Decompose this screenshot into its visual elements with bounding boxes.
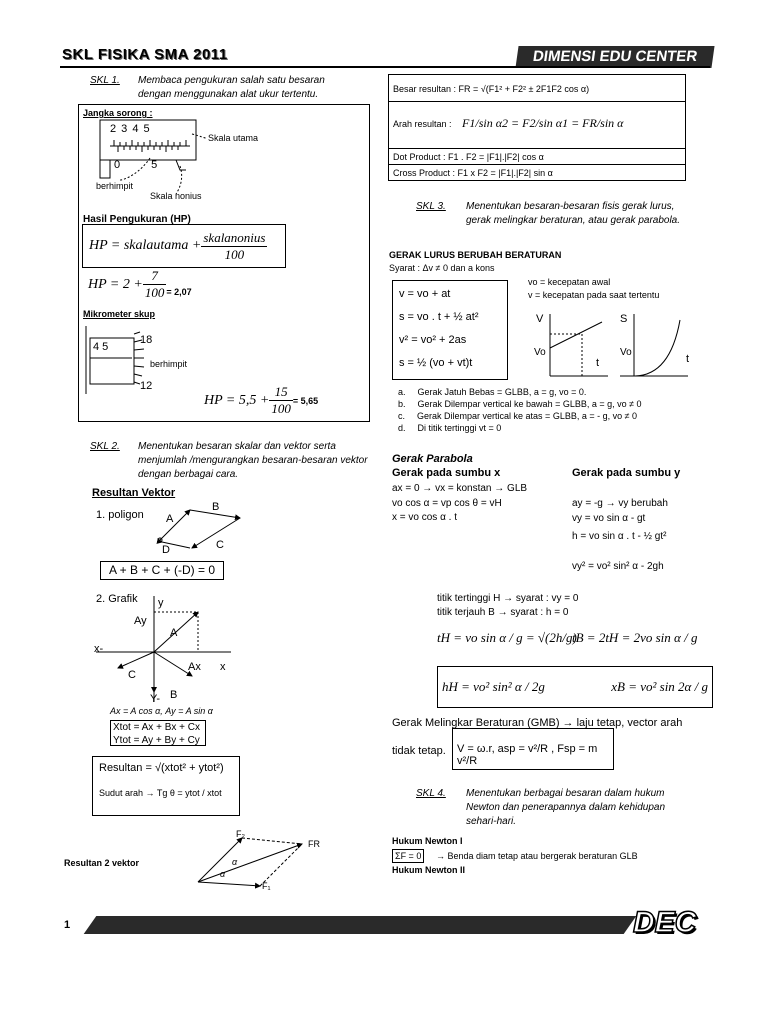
xtot-ytot-box (110, 720, 206, 746)
rt-besar: Besar resultan : FR = √(F1² + F2² ± 2F1F2 cos α) (388, 74, 686, 102)
newton-1-formula: ΣF = 0 (392, 849, 424, 863)
graph-y: y (158, 597, 164, 609)
hp-formula-fraction (201, 230, 267, 263)
glbb-f2: s = vo . t + ½ at² (399, 311, 479, 323)
skl3-code: SKL 3. (416, 201, 446, 212)
graph2-t-label: t (686, 353, 690, 365)
resultant-direction: Sudut arah → Tg θ = ytot / xtot (99, 788, 222, 798)
hp-formula-den: 100 (224, 246, 245, 262)
parabola-y4: vy² = vo² sin² α - 2gh (572, 561, 664, 572)
mikro-main-numbers: 4 5 (93, 341, 109, 353)
glbb-formulas (392, 280, 508, 380)
gmb-line1: Gerak Melingkar Beraturan (GMB) → laju tetap, vector arah (392, 717, 683, 729)
rt-cross: Cross Product : F1 x F2 = |F1|.|F2| sin α (388, 164, 686, 181)
graph-xneg: x- (94, 643, 104, 655)
mikro-eq-den: 100 (271, 401, 291, 416)
parabola-x-title: Gerak pada sumbu x (392, 467, 501, 479)
skl4-code: SKL 4. (416, 788, 446, 799)
parabola-y3: h = vo sin α . t - ½ gt² (572, 531, 667, 542)
res2-label: Resultan 2 vektor (64, 858, 140, 868)
resultant-box (92, 756, 240, 816)
parabola-y1: ay = -g → vy berubah (572, 498, 668, 509)
rt-arah-label: Arah resultan : (393, 119, 452, 129)
footer-logo: DEC (633, 906, 697, 939)
header-title-right: DIMENSI EDU CENTER (515, 46, 714, 68)
ax-ay-formula: Ax = A cos α, Ay = A sin α (110, 706, 213, 716)
graph-s-label: S (620, 313, 628, 325)
f2-label: F₂ (236, 829, 245, 839)
fr-label: FR (308, 839, 320, 849)
rt-arah-eq: F1/sin α2 = F2/sin α1 = FR/sin α (462, 116, 624, 130)
mikro-label: berhimpit (150, 359, 188, 369)
alpha-label-2: α (220, 869, 226, 879)
skl3-text: Menentukan besaran-besaran fisis gerak lurus, gerak melingkar beraturan, atau gerak parabola. (466, 201, 681, 226)
titik-terjauh: titik terjauh B → syarat : h = 0 (437, 607, 569, 618)
rt-arah (388, 101, 686, 149)
graph-A: A (170, 627, 178, 639)
graph-v-label: V (536, 313, 544, 325)
poligon-label: 1. poligon (96, 509, 144, 521)
skl1-text: Membaca pengukuran salah satu besaran dengan menggunakan alat ukur tertentu. (138, 75, 325, 100)
glbb-legend-1: vo = kecepatan awal (528, 277, 611, 287)
graph-C: C (128, 669, 136, 681)
glbb-legend-2: v = kecepatan pada saat tertentu (528, 290, 660, 300)
hh-formula: hH = vo² sin² α / 2g (442, 679, 545, 694)
glbb-f1: v = vo + at (399, 288, 451, 300)
grafik-label: 2. Grafik (96, 593, 138, 605)
graph-Ay: Ay (134, 615, 147, 627)
page-number: 1 (64, 919, 71, 931)
xtot: Xtot = Ax + Bx + Cx (113, 722, 200, 733)
hp-example-result: = 2,07 (166, 286, 192, 297)
newton-1-title: Hukum Newton I (392, 836, 463, 846)
hp-title: Hasil Pengukuran (HP) (83, 214, 191, 225)
mikro-eq-left: HP = 5,5 + (204, 392, 270, 408)
th-formula: tH = vo sin α / g = √(2h/g) (437, 630, 577, 645)
header-divider (60, 66, 710, 68)
newton-1-desc: → Benda diam tetap atau bergerak beraturan GLB (436, 851, 638, 861)
caliper-label-berhimpit: berhimpit (96, 181, 134, 191)
graph2-vo-label: Vo (620, 347, 632, 358)
hp-formula-box (82, 224, 286, 268)
glbb-graphs (520, 308, 700, 388)
case-row: c. Gerak Dilempar vertical ke atas = GLBB, a = - g, vo ≠ 0 (398, 411, 638, 421)
hp-example-num: 7 (143, 268, 167, 285)
mikro-eq-num: 15 (269, 384, 293, 401)
hh-xb-box (437, 666, 713, 708)
caliper-nonius-numbers: 0 5 (114, 159, 172, 171)
parabola-y2: vy = vo sin α - gt (572, 513, 646, 524)
mikro-18: 18 (140, 334, 153, 346)
parabola-title: Gerak Parabola (392, 453, 473, 465)
caliper-label-main: Skala utama (208, 133, 259, 143)
ytot: Ytot = Ay + By + Cy (113, 735, 200, 746)
hp-formula-left: HP = skalautama + (89, 238, 202, 253)
mikro-12: 12 (140, 380, 153, 392)
hp-example-left: HP = 2 + (88, 276, 143, 292)
gmb-eq-box: V = ω.r, asp = v²/R , Fsp = m v²/R (452, 728, 614, 770)
glbb-f3: v² = vo² + 2as (399, 334, 467, 346)
two-vector-diagram (192, 830, 322, 892)
hp-formula-num: skalanonius (203, 229, 266, 245)
graph-B: B (170, 689, 178, 701)
resultant-magnitude: Resultan = √(xtot² + ytot²) (99, 762, 224, 774)
parabola-y-title: Gerak pada sumbu y (572, 467, 681, 479)
resvek-title: Resultan Vektor (92, 487, 176, 499)
case-row: b. Gerak Dilempar vertical ke bawah = GLBB, a = g, vo ≠ 0 (398, 399, 642, 409)
jangka-title: Jangka sorong : (83, 108, 153, 118)
newton-2-title: Hukum Newton II (392, 865, 466, 875)
graph-t-label: t (596, 357, 600, 369)
graph-Ax: Ax (188, 661, 201, 673)
case-row: a. Gerak Jatuh Bebas = GLBB, a = g, vo = 0. (398, 387, 587, 397)
case-row: d. Di titik tertinggi vt = 0 (398, 423, 502, 433)
glbb-cases (398, 386, 642, 434)
skl2-code: SKL 2. (90, 441, 120, 452)
poly-A: A (166, 513, 174, 525)
f1-label: F₁ (262, 881, 271, 891)
graph-x: x (220, 661, 226, 673)
glbb-syarat: Syarat : Δv ≠ 0 dan a kons (389, 263, 495, 273)
glbb-title: GERAK LURUS BERUBAH BERATURAN (389, 250, 562, 260)
alpha-label-1: α (232, 857, 238, 867)
glbb-f4: s = ½ (vo + vt)t (399, 357, 473, 369)
mikro-eq-result: = 5,65 (292, 395, 319, 406)
skl4-text: Menentukan berbagai besaran dalam hukum Newton dan penerapannya dalam kehidupan sehari-hari. (466, 788, 666, 827)
header-title-left: SKL FISIKA SMA 2011 (62, 46, 228, 63)
caliper-main-scale-numbers: 2 3 4 5 (110, 123, 151, 135)
poly-D: D (162, 544, 170, 556)
mikro-title: Mikrometer skup (83, 309, 156, 319)
xb-formula: xB = vo² sin 2α / g (611, 679, 708, 694)
graph-yneg: Y- (150, 693, 160, 705)
polygon-eq: A + B + C + (-D) = 0 (100, 561, 224, 580)
skl2-text: Menentukan besaran skalar dan vektor serta menjumlah /mengurangkan besaran-besaran vektor dengan berbagai cara. (138, 441, 368, 480)
footer-bar (84, 916, 637, 934)
gmb-line2: tidak tetap. (392, 745, 446, 757)
parabola-x1: ax = 0 → vx = konstan → GLB (392, 483, 528, 494)
rt-dot: Dot Product : F1 . F2 = |F1|.|F2| cos α (388, 148, 686, 165)
skl1-code: SKL 1. (90, 75, 120, 86)
poly-B: B (212, 501, 220, 513)
hp-example (88, 268, 192, 301)
parabola-x3: x = vo cos α . t (392, 512, 457, 523)
poly-C: C (216, 539, 224, 551)
hp-example-den: 100 (144, 285, 165, 300)
tb-formula: tB = 2tH = 2vo sin α / g (572, 630, 698, 645)
caliper-label-nonius: Skala nonius (150, 191, 202, 201)
graph-vo-label: Vo (534, 347, 546, 358)
parabola-x2: vo cos α = vp cos θ = vH (392, 498, 502, 509)
mikro-eq (204, 384, 318, 417)
titik-tertinggi: titik tertinggi H → syarat : vy = 0 (437, 593, 579, 604)
